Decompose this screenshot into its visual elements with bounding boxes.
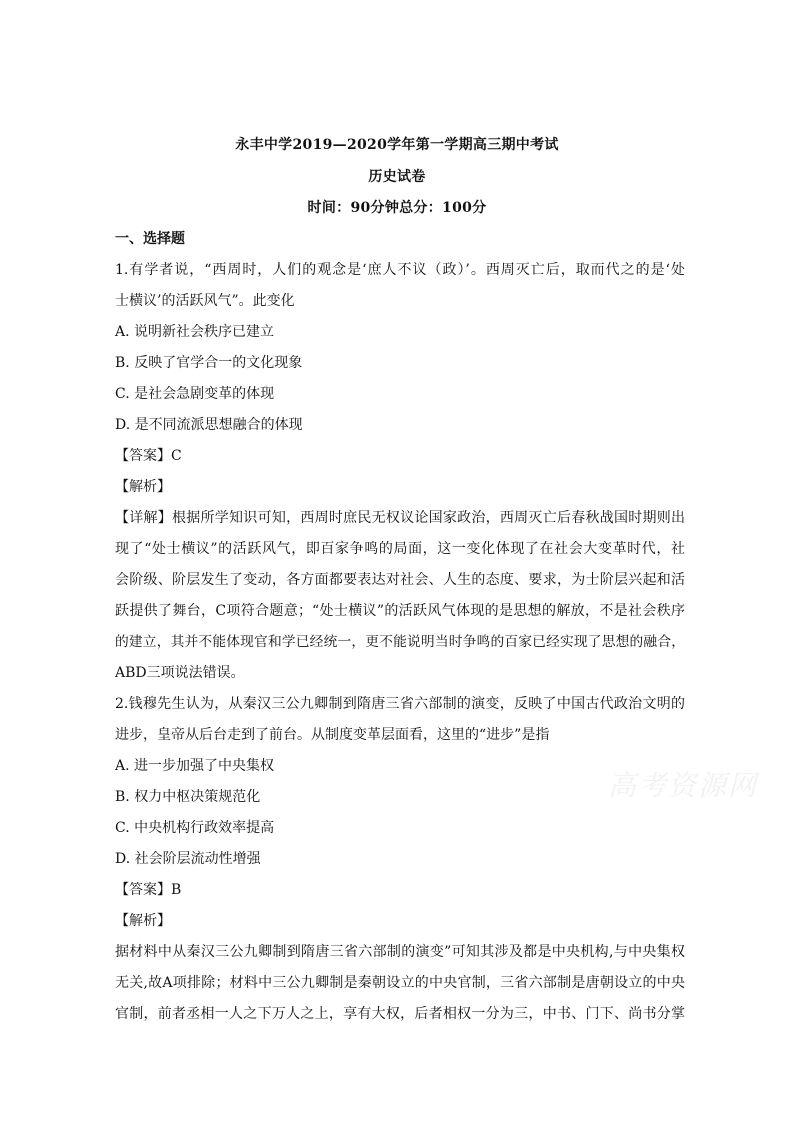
q1-analysis-label: 【解析】 xyxy=(115,479,171,495)
q1-explanation-line: ABD三项说法错误。 xyxy=(115,665,245,681)
q2-option-c: C. 中央机构行政效率提高 xyxy=(115,820,275,836)
exam-title: 永丰中学2019—2020学年第一学期高三期中考试 xyxy=(235,137,559,153)
q2-explanation-line: 官制，前者丞相一人之下万人之上，享有大权，后者相权一分为三，中书、门下、尚书分掌 xyxy=(115,1006,685,1022)
q2-stem-line: 进步，皇帝从后台走到了前台。从制度变革层面看，这里的“进步”是指 xyxy=(115,727,550,743)
q2-stem-line: 2.钱穆先生认为，从秦汉三公九卿制到隋唐三省六部制的演变，反映了中国古代政治文明的 xyxy=(115,696,685,712)
q1-explanation-line: 【详解】根据所学知识可知，西周时庶民无权议论国家政治，西周灭亡后春秋战国时期则出 xyxy=(115,510,685,526)
q1-stem-line: 1.有学者说，“西周时，人们的观念是‘庶人不议（政）’。西周灭亡后，取而代之的是‘处 xyxy=(115,262,685,278)
watermark: 高考资源网 xyxy=(608,769,759,802)
q2-option-d: D. 社会阶层流动性增强 xyxy=(115,851,261,867)
q2-option-b: B. 权力中枢决策规范化 xyxy=(115,789,261,805)
q1-answer: 【答案】C xyxy=(115,448,182,464)
section-heading: 一、选择题 xyxy=(115,231,185,247)
exam-subject: 历史试卷 xyxy=(368,169,426,185)
q2-explanation-line: 无关,故A项排除；材料中三公九卿制是秦朝设立的中央官制，三省六部制是唐朝设立的中央 xyxy=(115,975,685,991)
q1-explanation-line: 现了“处士横议”的活跃风气，即百家争鸣的局面，这一变化体现了在社会大变革时代，社 xyxy=(115,541,685,557)
q1-explanation-line: 跃提供了舞台，C项符合题意；“处士横议”的活跃风气体现的是思想的解放，不是社会秩序 xyxy=(115,603,685,619)
q1-explanation-line: 的建立，其并不能体现官和学已经统一，更不能说明当时争鸣的百家已经实现了思想的融合， xyxy=(115,634,685,650)
q1-option-d: D. 是不同流派思想融合的体现 xyxy=(115,417,303,433)
q1-option-c: C. 是社会急剧变革的体现 xyxy=(115,386,275,402)
q1-stem-line: 士横议’的活跃风气”。此变化 xyxy=(115,293,295,309)
exam-meta: 时间：90分钟总分：100分 xyxy=(307,200,487,216)
q1-explanation-line: 会阶级、阶层发生了变动，各方面都要表达对社会、人生的态度、要求，为士阶层兴起和活 xyxy=(115,572,685,588)
q2-explanation-line: 据材料中从秦汉三公九卿制到隋唐三省六部制的演变”可知其涉及都是中央机构,与中央集权 xyxy=(115,944,685,960)
q1-option-b: B. 反映了官学合一的文化现象 xyxy=(115,355,303,371)
q1-option-a: A. 说明新社会秩序已建立 xyxy=(115,324,275,340)
q2-option-a: A. 进一步加强了中央集权 xyxy=(115,758,275,774)
q2-answer: 【答案】B xyxy=(115,882,182,898)
q2-analysis-label: 【解析】 xyxy=(115,913,171,929)
